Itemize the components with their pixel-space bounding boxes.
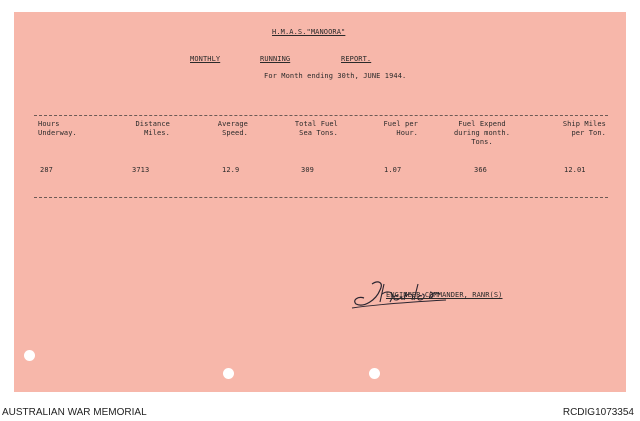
value-average-speed: 12.9 — [222, 166, 240, 174]
header-distance: Distance Miles. — [135, 120, 170, 137]
value-hours-underway: 287 — [40, 166, 53, 174]
value-total-fuel: 309 — [301, 166, 314, 174]
table-top-rule — [34, 115, 608, 116]
value-ship-miles-per-ton: 12.01 — [564, 166, 586, 174]
signatory-title: ENGINEER COMMANDER, RANR(S) — [386, 291, 503, 299]
report-sheet — [14, 12, 626, 392]
header-fuel-expend: Fuel Expend during month. Tons. — [453, 120, 511, 146]
heading-report: REPORT. — [341, 55, 372, 63]
heading-running: RUNNING — [260, 55, 291, 63]
footer-source: AUSTRALIAN WAR MEMORIAL — [2, 407, 147, 418]
header-fuel-per-hour: Fuel per Hour. — [383, 120, 418, 137]
heading-monthly: MONTHLY — [190, 55, 221, 63]
footer-catalog-id: RCDIG1073354 — [562, 407, 634, 418]
report-period: For Month ending 30th, JUNE 1944. — [264, 72, 407, 80]
value-fuel-per-hour: 1.07 — [384, 166, 402, 174]
header-hours: Hours Underway. — [38, 120, 77, 137]
header-ship-miles-per-ton: Ship Miles per Ton. — [562, 120, 606, 137]
punch-hole-left — [24, 350, 35, 361]
punch-hole-right — [369, 368, 380, 379]
ship-title: H.M.A.S."MANOORA" — [272, 28, 346, 36]
table-bottom-rule — [34, 197, 608, 198]
header-average-speed: Average Speed. — [217, 120, 248, 137]
header-total-fuel: Total Fuel Sea Tons. — [294, 120, 338, 137]
value-fuel-expend: 366 — [474, 166, 487, 174]
punch-hole-middle — [223, 368, 234, 379]
value-distance-miles: 3713 — [132, 166, 150, 174]
